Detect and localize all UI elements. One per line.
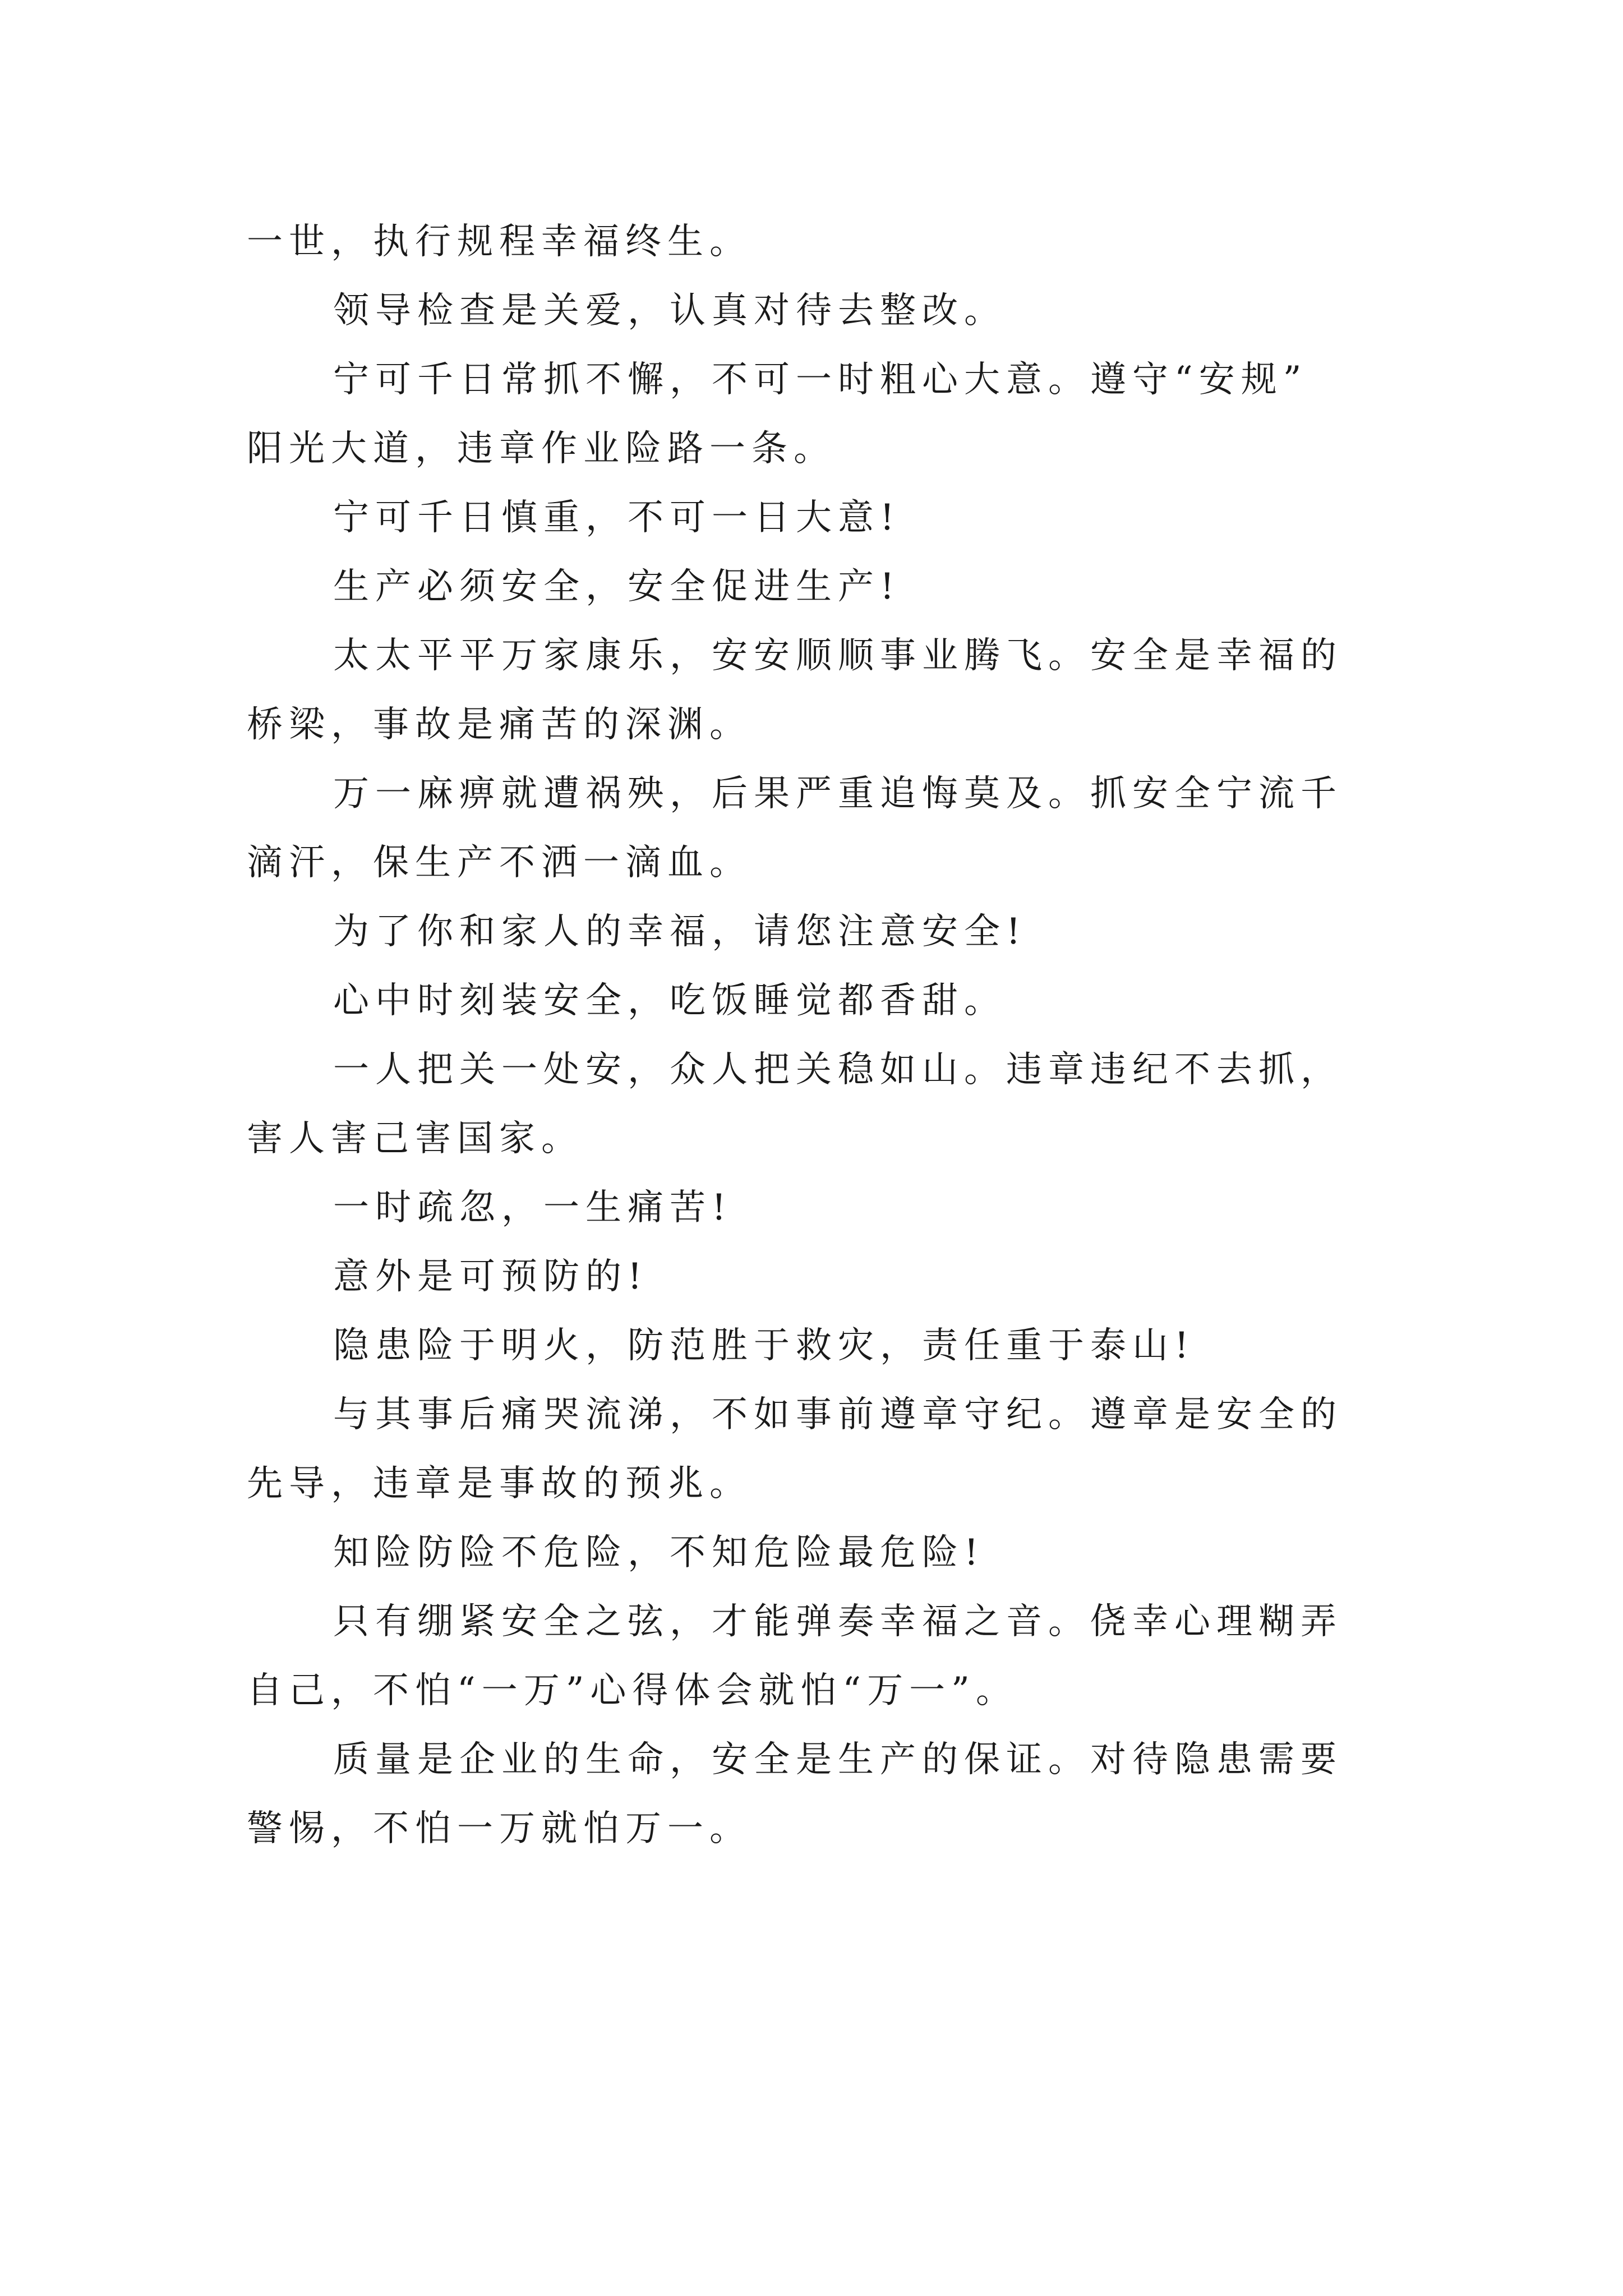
- text-line: 意外是可预防的!: [333, 1256, 648, 1297]
- text-line: 宁可千日常抓不懈，不可一时粗心大意。遵守“安规”: [333, 359, 1308, 401]
- text-line: 滴汗，保生产不洒一滴血。: [247, 842, 751, 884]
- text-line: 一人把关一处安，众人把关稳如山。违章违纪不去抓，: [333, 1049, 1343, 1091]
- text-line: 与其事后痛哭流涕，不如事前遵章守纪。遵章是安全的: [333, 1394, 1343, 1435]
- document-body: [247, 208, 1374, 1864]
- text-line: 领导检查是关爱，认真对待去整改。: [333, 290, 1006, 332]
- text-line: 自己，不怕“一万”心得体会就怕“万一”。: [247, 1670, 1018, 1711]
- text-line: 知险防险不危险，不知危险最危险!: [333, 1532, 985, 1573]
- text-line: 质量是企业的生命，安全是生产的保证。对待隐患需要: [333, 1739, 1343, 1780]
- text-line: 阳光大道，违章作业险路一条。: [247, 428, 836, 470]
- text-line: 桥梁，事故是痛苦的深渊。: [247, 704, 751, 746]
- text-line: 太太平平万家康乐，安安顺顺事业腾飞。安全是幸福的: [333, 635, 1343, 677]
- text-line: 心中时刻装安全，吃饭睡觉都香甜。: [333, 980, 1006, 1022]
- text-line: 先导，违章是事故的预兆。: [247, 1463, 751, 1504]
- text-line: 一世，执行规程幸福终生。: [247, 221, 751, 263]
- text-line: 隐患险于明火，防范胜于救灾，责任重于泰山!: [333, 1325, 1195, 1366]
- text-line: 只有绷紧安全之弦，才能弹奏幸福之音。侥幸心理糊弄: [333, 1601, 1343, 1642]
- text-line: 宁可千日慎重，不可一日大意!: [333, 497, 901, 539]
- text-line: 生产必须安全，安全促进生产!: [333, 566, 901, 608]
- text-line: 万一麻痹就遭祸殃，后果严重追悔莫及。抓安全宁流千: [333, 773, 1343, 815]
- text-line: 一时疏忽，一生痛苦!: [333, 1187, 732, 1228]
- text-line: 害人害己害国家。: [247, 1118, 583, 1159]
- text-line: 警惕，不怕一万就怕万一。: [247, 1808, 751, 1849]
- text-line: 为了你和家人的幸福，请您注意安全!: [333, 911, 1027, 953]
